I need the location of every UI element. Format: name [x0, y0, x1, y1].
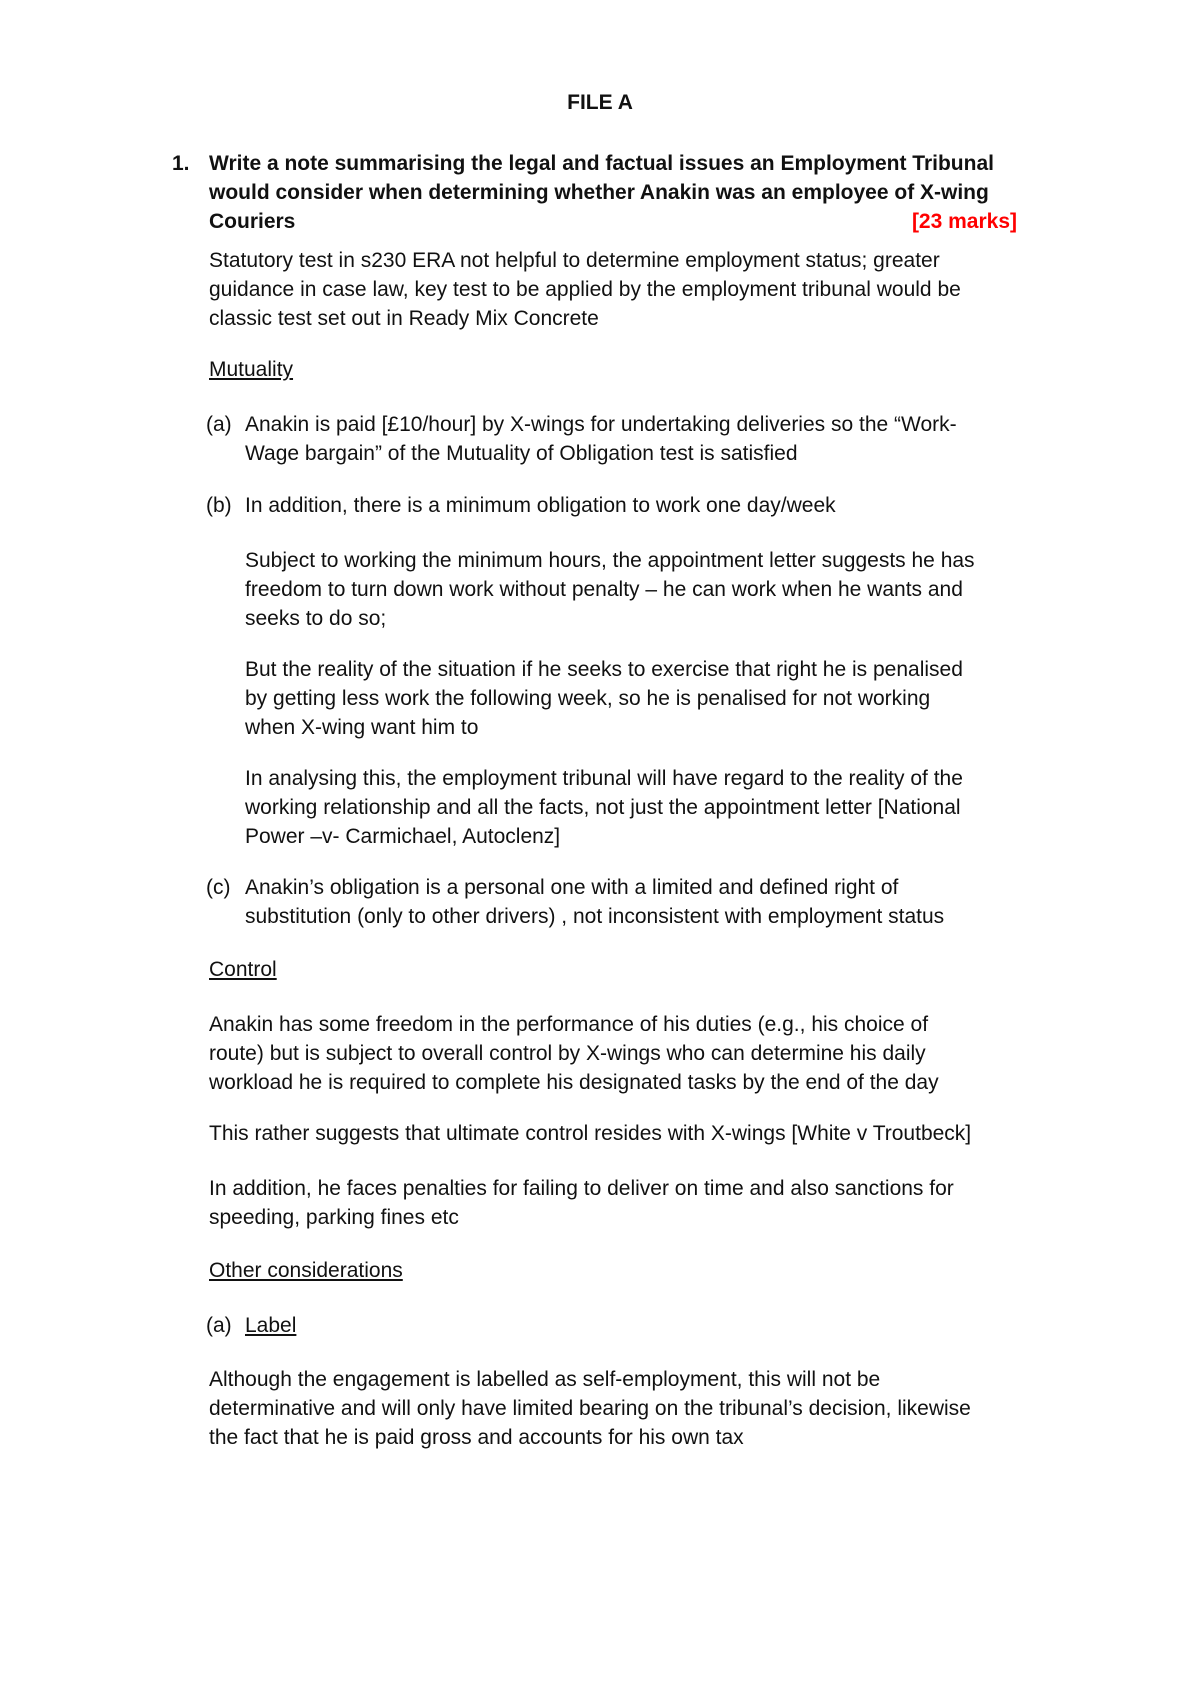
- text-line: workload he is required to complete his designated tasks by the end of the day: [209, 1071, 939, 1094]
- mutuality-item-b: In addition, there is a minimum obligation to work one day/week: [245, 494, 836, 517]
- control-paragraph: This rather suggests that ultimate control resides with X-wings [White v Troutbeck]: [209, 1122, 972, 1145]
- text-line: Anakin has some freedom in the performance of his duties (e.g., his choice of: [209, 1013, 929, 1036]
- text-line: seeks to do so;: [245, 607, 387, 630]
- control-paragraph: [209, 1010, 1029, 1097]
- mutuality-item-a: [245, 410, 1035, 468]
- item-label: (c): [206, 876, 231, 899]
- question-text: [209, 149, 1017, 236]
- text-line: guidance in case law, key test to be applied by the employment tribunal would be: [209, 278, 961, 301]
- text-line: the fact that he is paid gross and accounts for his own tax: [209, 1426, 744, 1449]
- text-line: working relationship and all the facts, not just the appointment letter [National: [245, 796, 961, 819]
- text-line: Statutory test in s230 ERA not helpful to determine employment status; greater: [209, 249, 940, 272]
- section-heading-mutuality: Mutuality: [209, 358, 294, 381]
- text-line: classic test set out in Ready Mix Concrete: [209, 307, 599, 330]
- question-number: 1.: [172, 152, 190, 175]
- question-line: Couriers: [209, 210, 296, 233]
- marks-label: [23 marks]: [911, 210, 1017, 233]
- text-line: Power –v- Carmichael, Autoclenz]: [245, 825, 561, 848]
- item-label: (a): [206, 1314, 232, 1337]
- text-line: In analysing this, the employment tribunal will have regard to the reality of the: [245, 767, 963, 790]
- mutuality-b-paragraph: [245, 764, 1035, 851]
- control-paragraph: [209, 1174, 1029, 1232]
- text-line: by getting less work the following week, so he is penalised for not working: [245, 687, 931, 710]
- mutuality-b-paragraph: [245, 546, 1035, 633]
- text-line: Anakin’s obligation is a personal one with a limited and defined right of: [245, 876, 899, 899]
- question-line: would consider when determining whether Anakin was an employee of X-wing: [209, 181, 989, 204]
- label-paragraph: [209, 1365, 1029, 1452]
- text-line: route) but is subject to overall control by X-wings who can determine his daily: [209, 1042, 926, 1065]
- text-line: But the reality of the situation if he seeks to exercise that right he is penalised: [245, 658, 963, 681]
- text-line: Anakin is paid [£10/hour] by X-wings for undertaking deliveries so the “Work-: [245, 413, 957, 436]
- text-line: speeding, parking fines etc: [209, 1206, 459, 1229]
- section-heading-other-considerations: Other considerations: [209, 1259, 403, 1282]
- question-line: Write a note summarising the legal and factual issues an Employment Tribunal: [209, 152, 994, 175]
- text-line: when X-wing want him to: [245, 716, 479, 739]
- document-title: FILE A: [567, 91, 633, 114]
- mutuality-b-paragraph: [245, 655, 1035, 742]
- text-line: Subject to working the minimum hours, the appointment letter suggests he has: [245, 549, 975, 572]
- text-line: freedom to turn down work without penalty – he can work when he wants and: [245, 578, 963, 601]
- section-heading-control: Control: [209, 958, 277, 981]
- item-label: (b): [206, 494, 232, 517]
- intro-paragraph: [209, 246, 1029, 333]
- text-line: Although the engagement is labelled as self-employment, this will not be: [209, 1368, 881, 1391]
- subheading-label: Label: [245, 1314, 297, 1337]
- text-line: determinative and will only have limited bearing on the tribunal’s decision, likewise: [209, 1397, 971, 1420]
- mutuality-item-c: [245, 873, 1035, 931]
- item-label: (a): [206, 413, 232, 436]
- text-line: In addition, he faces penalties for failing to deliver on time and also sanctions for: [209, 1177, 954, 1200]
- text-line: substitution (only to other drivers) , not inconsistent with employment status: [245, 905, 945, 928]
- text-line: Wage bargain” of the Mutuality of Obligation test is satisfied: [245, 442, 798, 465]
